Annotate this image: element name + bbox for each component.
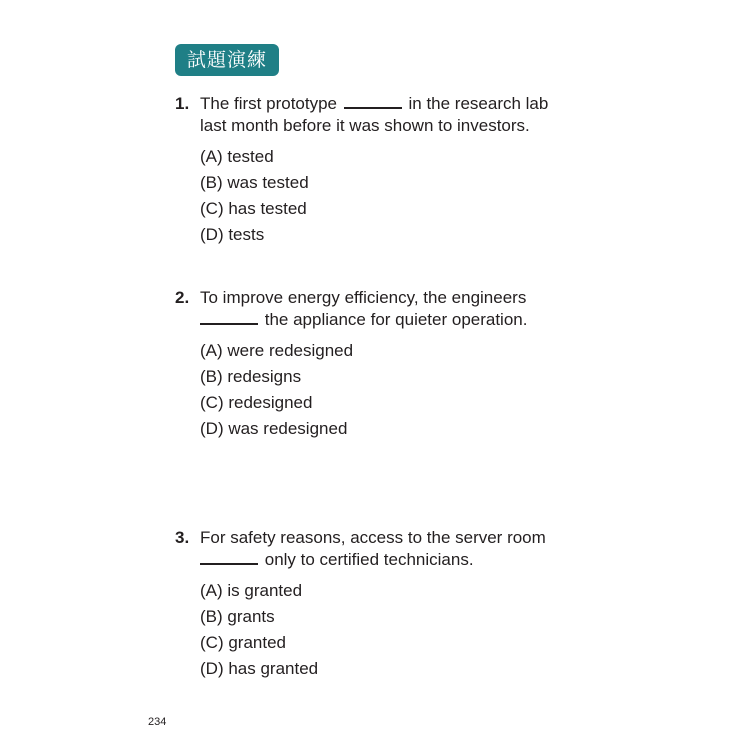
question-text: last month before it was shown to investors. (200, 116, 530, 135)
question-text (175, 93, 595, 115)
option-c: (C) granted (200, 633, 286, 652)
answer-blank (200, 309, 258, 325)
answer-blank (344, 93, 402, 109)
answer-options (175, 578, 595, 682)
question-text: For safety reasons, access to the server room (200, 528, 546, 547)
question-2 (175, 287, 595, 442)
option-a: (A) tested (200, 147, 274, 166)
option-c: (C) redesigned (200, 393, 313, 412)
option-b: (B) grants (200, 607, 275, 626)
question-stem-line-2 (175, 549, 595, 571)
question-stem-line-2 (175, 115, 595, 137)
option-a: (A) is granted (200, 581, 303, 600)
question-number: 2. (175, 288, 190, 307)
answer-options (175, 144, 595, 248)
question-text (175, 549, 595, 571)
stem-text-after-blank: in the research lab (408, 94, 549, 113)
stem-text-after-blank: the appliance for quieter operation. (264, 310, 528, 329)
option-c: (C) has tested (200, 199, 307, 218)
answer-blank (200, 549, 258, 565)
option-d: (D) has granted (200, 659, 319, 678)
question-text: To improve energy efficiency, the engineers (200, 288, 527, 307)
question-stem-line-1 (175, 93, 595, 115)
answer-options (175, 338, 595, 442)
section-title-badge: 試題演練 (175, 44, 279, 76)
stem-text-after-blank: only to certified technicians. (264, 550, 474, 569)
question-text (175, 309, 595, 331)
question-1 (175, 93, 595, 248)
page-number: 234 (148, 716, 167, 728)
option-d: (D) was redesigned (200, 419, 348, 438)
question-stem-line-1 (175, 527, 595, 549)
question-number: 1. (175, 94, 190, 113)
option-d: (D) tests (200, 225, 265, 244)
option-a: (A) were redesigned (200, 341, 354, 360)
stem-text-before-blank: The first prototype (200, 94, 338, 113)
question-number: 3. (175, 528, 190, 547)
option-b: (B) redesigns (200, 367, 302, 386)
question-stem-line-2 (175, 309, 595, 331)
question-3 (175, 527, 595, 682)
question-stem-line-1 (175, 287, 595, 309)
option-b: (B) was tested (200, 173, 309, 192)
